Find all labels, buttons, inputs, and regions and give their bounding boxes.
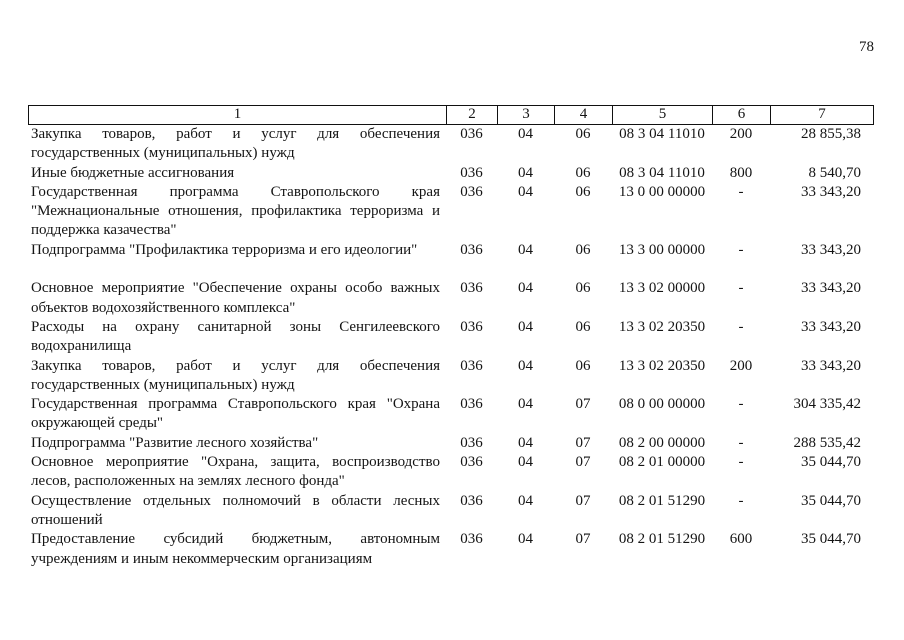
header-col-7: 7: [770, 105, 874, 125]
description-line: Закупка товаров, работ и услуг для обеспечения: [31, 126, 440, 142]
table-row: [28, 164, 874, 183]
amount-cell: 33 343,20: [801, 357, 861, 374]
expense-type-code-cell: 200: [729, 126, 753, 142]
ministry-code-cell: 036: [460, 454, 483, 471]
description-line: государственных (муниципальных) нужд: [31, 376, 295, 393]
table-row: [28, 357, 874, 396]
section-code-cell: 04: [518, 280, 533, 297]
description-cell: [28, 434, 446, 453]
target-article-code-cell: 08 0 00 00000: [618, 396, 706, 413]
section-code-cell: 04: [518, 318, 533, 335]
expense-type-code-cell: 200: [729, 357, 753, 374]
section-code-cell: 04: [518, 164, 533, 181]
ministry-code-cell: 036: [460, 318, 483, 335]
description-cell: [28, 164, 446, 183]
table-row: [28, 183, 874, 241]
section-code-cell: 04: [518, 492, 533, 509]
description-line: учреждениям и иным некоммерческим организациям: [31, 550, 373, 567]
expense-type-code-cell: -: [738, 396, 744, 413]
page-number: 78: [859, 39, 874, 55]
table-row: [28, 395, 874, 434]
target-article-code-cell: 13 3 02 20350: [618, 357, 706, 374]
amount-cell: 28 855,38: [801, 126, 861, 142]
expense-type-code-cell: 600: [729, 531, 753, 548]
target-article-code-cell: 08 2 01 00000: [618, 454, 706, 471]
amount-cell: 35 044,70: [801, 531, 861, 548]
expense-type-code-cell: -: [738, 434, 744, 451]
description-cell: [28, 183, 446, 241]
header-col-1: 1: [28, 105, 446, 125]
subsection-code-cell: 07: [575, 454, 591, 471]
description-line: Основное мероприятие "Обеспечение охраны особо важных: [31, 280, 440, 297]
table-row: [28, 434, 874, 453]
description-cell: [28, 453, 446, 492]
target-article-code-cell: 08 3 04 11010: [619, 126, 705, 142]
description-line: Подпрограмма "Профилактика терроризма и его идеологии": [31, 241, 418, 258]
table-row: [28, 453, 874, 492]
amount-cell: 304 335,42: [793, 396, 861, 413]
expense-type-code-cell: 800: [729, 164, 753, 181]
description-line: Государственная программа Ставропольского края "Охрана: [31, 396, 440, 413]
ministry-code-cell: 036: [460, 434, 483, 451]
amount-cell: 33 343,20: [801, 241, 861, 258]
amount-cell: 35 044,70: [801, 454, 861, 471]
description-line: водохранилища: [31, 338, 132, 355]
section-code-cell: 04: [518, 241, 533, 258]
amount-cell: 33 343,20: [801, 318, 861, 335]
description-cell: [28, 241, 446, 260]
description-line: Закупка товаров, работ и услуг для обеспечения: [31, 357, 440, 374]
section-code-cell: 04: [518, 454, 533, 471]
target-article-code-cell: 13 3 02 20350: [618, 318, 706, 335]
expense-type-code-cell: -: [738, 183, 744, 200]
table-header: [28, 105, 874, 125]
description-line: Расходы на охрану санитарной зоны Сенгилеевского: [31, 318, 440, 335]
description-line: государственных (муниципальных) нужд: [31, 145, 295, 162]
description-line: отношений: [31, 511, 103, 528]
amount-cell: 8 540,70: [808, 164, 861, 181]
header-col-5: 5: [612, 105, 712, 125]
subsection-code-cell: 07: [575, 492, 591, 509]
target-article-code-cell: 08 2 01 51290: [618, 492, 706, 509]
expense-type-code-cell: -: [738, 241, 744, 258]
target-article-code-cell: 08 2 00 00000: [618, 434, 706, 451]
header-col-6: 6: [712, 105, 770, 125]
header-col-3: 3: [497, 105, 554, 125]
table-body: [28, 125, 874, 569]
description-cell: [28, 125, 446, 164]
subsection-code-cell: 06: [575, 164, 591, 181]
table-row: [28, 125, 874, 164]
description-line: объектов водохозяйственного комплекса": [31, 299, 296, 316]
description-cell: [28, 492, 446, 531]
table-row: [28, 318, 874, 357]
expense-type-code-cell: -: [738, 318, 744, 335]
section-code-cell: 04: [518, 531, 533, 548]
section-code-cell: 04: [518, 183, 533, 200]
table-row: [28, 279, 874, 318]
header-col-2: 2: [446, 105, 497, 125]
subsection-code-cell: 06: [575, 241, 591, 258]
section-code-cell: 04: [518, 396, 533, 413]
section-code-cell: 04: [518, 357, 533, 374]
subsection-code-cell: 07: [575, 531, 591, 548]
description-line: окружающей среды": [31, 415, 164, 432]
description-line: Предоставление субсидий бюджетным, автономным: [31, 531, 440, 548]
budget-table: [28, 105, 874, 569]
target-article-code-cell: 08 2 01 51290: [618, 531, 706, 548]
amount-cell: 288 535,42: [793, 434, 861, 451]
target-article-code-cell: 08 3 04 11010: [619, 164, 705, 181]
subsection-code-cell: 06: [575, 318, 591, 335]
subsection-code-cell: 07: [575, 434, 591, 451]
description-cell: [28, 395, 446, 434]
expense-type-code-cell: -: [738, 454, 744, 471]
subsection-code-cell: 06: [575, 183, 591, 200]
target-article-code-cell: 13 3 02 00000: [618, 280, 706, 297]
ministry-code-cell: 036: [460, 492, 483, 509]
header-col-4: 4: [554, 105, 612, 125]
description-line: Основное мероприятие "Охрана, защита, воспроизводство: [31, 454, 440, 471]
description-line: "Межнациональные отношения, профилактика терроризма и: [31, 203, 440, 220]
description-line: Иные бюджетные ассигнования: [31, 164, 235, 181]
description-line: лесов, расположенных на землях лесного фонда": [31, 473, 345, 490]
description-line: Государственная программа Ставропольского края: [31, 183, 440, 200]
amount-cell: 35 044,70: [801, 492, 861, 509]
subsection-code-cell: 06: [575, 357, 591, 374]
subsection-code-cell: 07: [575, 396, 591, 413]
expense-type-code-cell: -: [738, 280, 744, 297]
section-code-cell: 04: [518, 126, 533, 142]
expense-type-code-cell: -: [738, 492, 744, 509]
description-line: Осуществление отдельных полномочий в области лесных: [31, 492, 440, 509]
table-row: [28, 530, 874, 569]
amount-cell: 33 343,20: [801, 183, 861, 200]
ministry-code-cell: 036: [460, 241, 483, 258]
description-cell: [28, 357, 446, 396]
subsection-code-cell: 06: [575, 126, 591, 142]
ministry-code-cell: 036: [460, 396, 483, 413]
section-code-cell: 04: [518, 434, 533, 451]
ministry-code-cell: 036: [460, 531, 483, 548]
description-cell: [28, 318, 446, 357]
ministry-code-cell: 036: [460, 126, 483, 142]
ministry-code-cell: 036: [460, 280, 483, 297]
description-line: Подпрограмма "Развитие лесного хозяйства": [31, 434, 319, 451]
ministry-code-cell: 036: [460, 357, 483, 374]
amount-cell: 33 343,20: [801, 280, 861, 297]
ministry-code-cell: 036: [460, 164, 483, 181]
description-cell: [28, 279, 446, 318]
table-row: [28, 241, 874, 280]
ministry-code-cell: 036: [460, 183, 483, 200]
target-article-code-cell: 13 0 00 00000: [618, 183, 706, 200]
description-line: поддержка казачества": [31, 222, 177, 239]
table-row: [28, 492, 874, 531]
target-article-code-cell: 13 3 00 00000: [618, 241, 706, 258]
subsection-code-cell: 06: [575, 280, 591, 297]
description-cell: [28, 530, 446, 569]
